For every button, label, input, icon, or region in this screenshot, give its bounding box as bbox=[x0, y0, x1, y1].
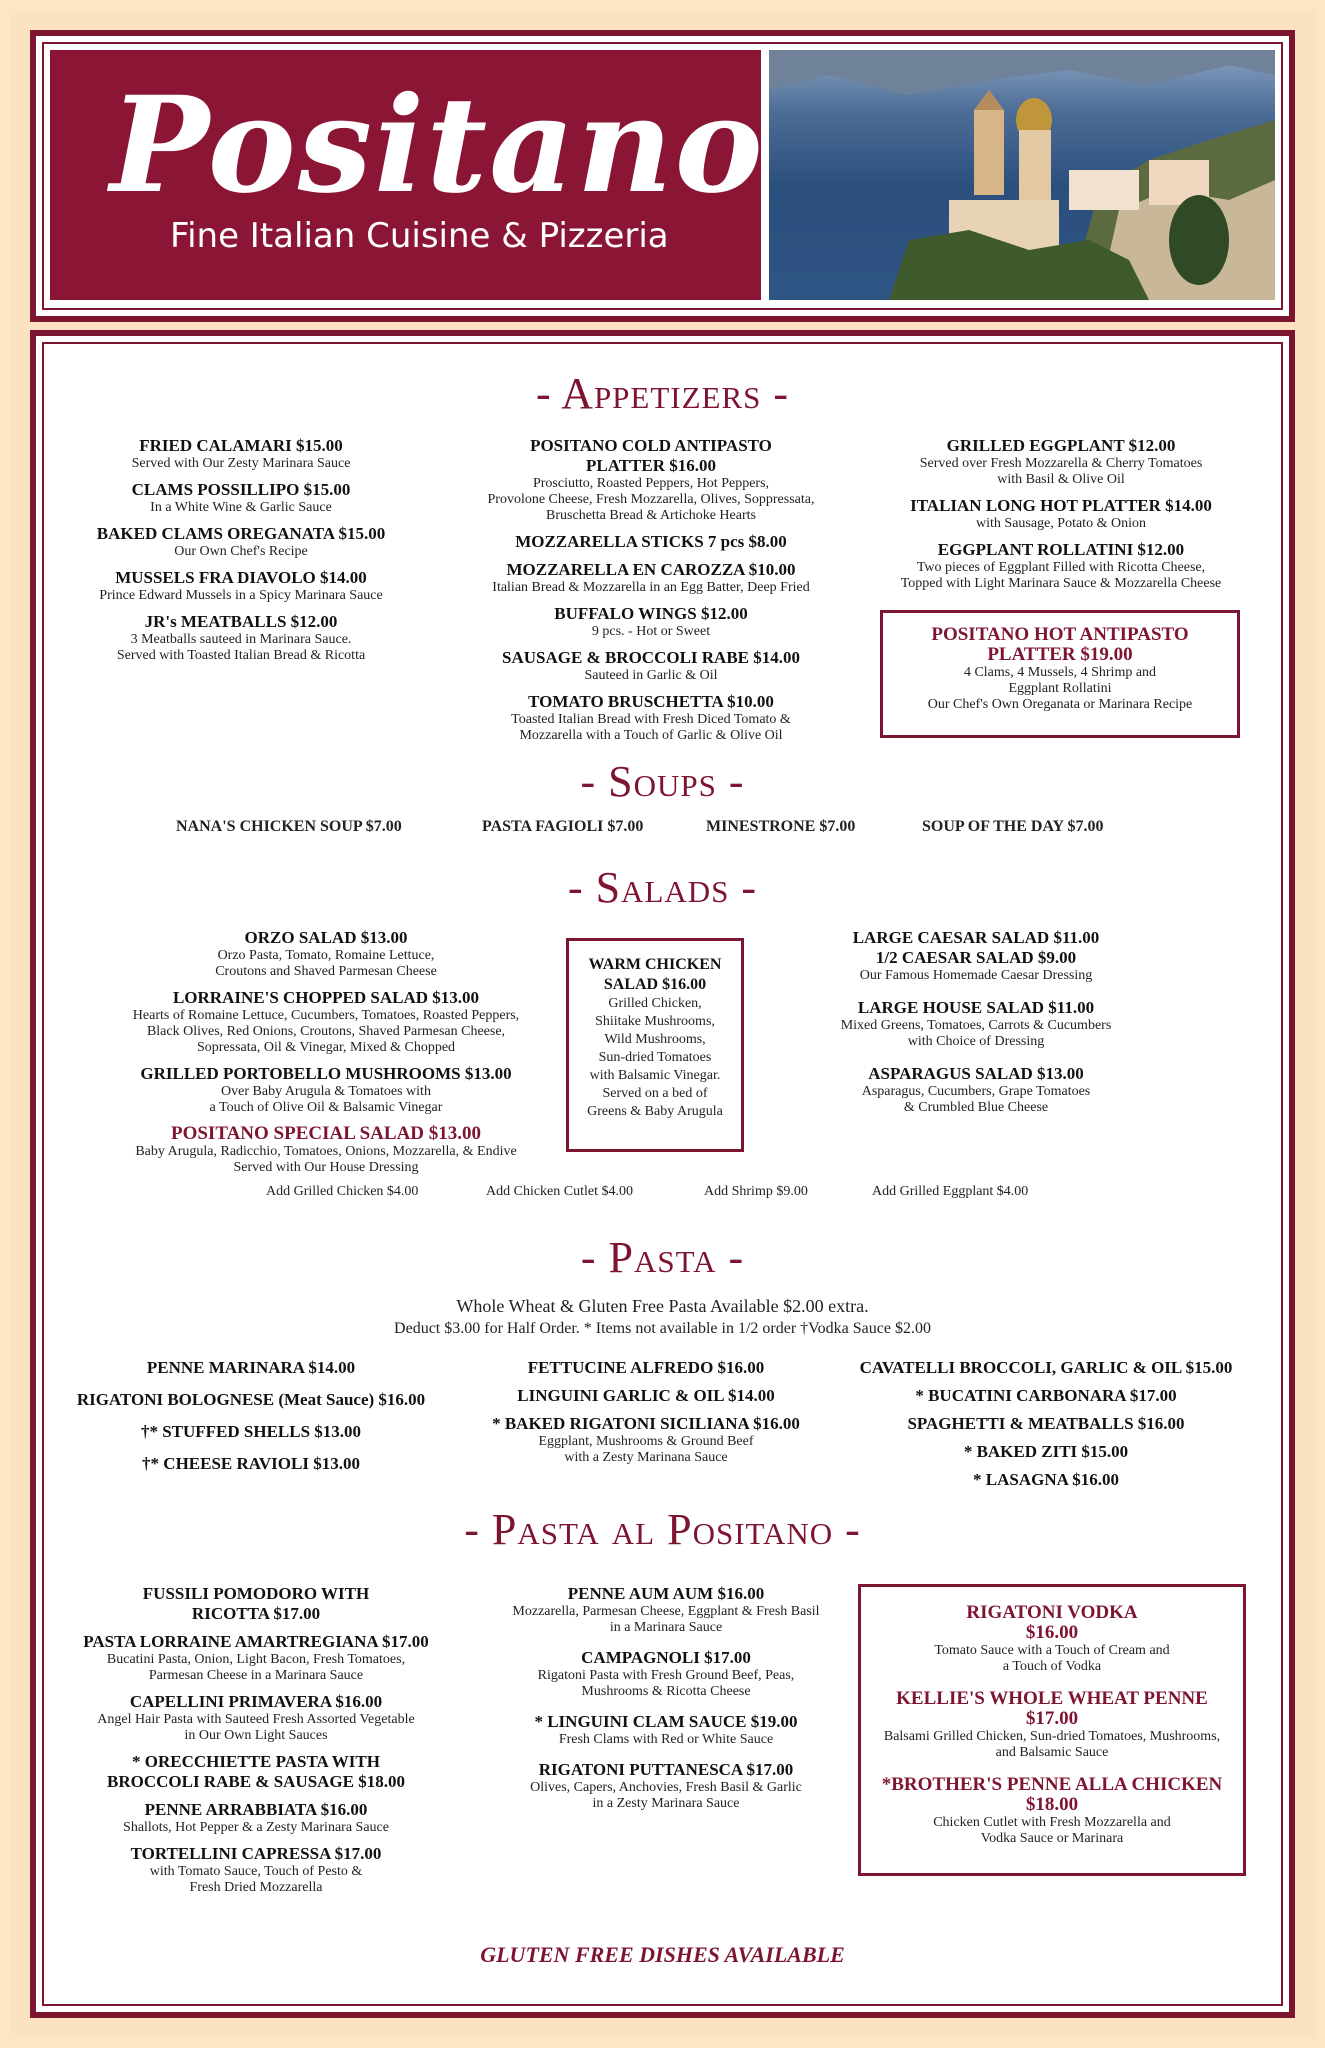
soups-heading: - Soups - bbox=[580, 757, 745, 806]
menu-item: RIGATONI VODKA $16.00 Tomato Sauce with a Touch of Cream and a Touch of Vodka bbox=[934, 1602, 1170, 1674]
soup-item: PASTA FAGIOLI $7.00 bbox=[482, 818, 644, 835]
menu-item: KELLIE'S WHOLE WHEAT PENNE $17.00 Balsami Grilled Chicken, Sun-dried Tomatoes, Mushrooms, and Balsamic Sauce bbox=[883, 1688, 1221, 1760]
menu-item: CAPELLINI PRIMAVERA $16.00 Angel Hair Pasta with Sauteed Fresh Assorted Vegetable in Our Own Light Sauces bbox=[97, 1692, 415, 1743]
pasta-column-1 bbox=[76, 1358, 426, 1474]
pasta-column-3 bbox=[846, 1358, 1246, 1490]
menu-item: GRILLED PORTOBELLO MUSHROOMS $13.00 Over Baby Arugula & Tomatoes with a Touch of Olive Oil & Balsamic Vinegar bbox=[140, 1064, 512, 1115]
salads-heading: - Salads - bbox=[567, 863, 758, 912]
menu-item: PENNE AUM AUM $16.00 Mozzarella, Parmesan Cheese, Eggplant & Fresh Basil in a Marinara Sauce bbox=[512, 1584, 820, 1635]
menu-item: BUFFALO WINGS $12.00 9 pcs. - Hot or Sweet bbox=[554, 604, 748, 639]
menu-item: PENNE MARINARA $14.00 bbox=[146, 1358, 356, 1377]
menu-item: *BROTHER'S PENNE ALLA CHICKEN $18.00 Chicken Cutlet with Fresh Mozzarella and Vodka Sauce or Marinara bbox=[881, 1774, 1223, 1846]
menu-item: CAVATELLI BROCCOLI, GARLIC & OIL $15.00 bbox=[859, 1358, 1233, 1377]
pasta-column-2 bbox=[476, 1358, 816, 1474]
menu-item: PENNE ARRABBIATA $16.00 Shallots, Hot Pepper & a Zesty Marinara Sauce bbox=[123, 1800, 389, 1835]
pasta-heading: - Pasta - bbox=[580, 1233, 745, 1282]
positano-coast-photo bbox=[769, 50, 1275, 300]
menu-item: * BUCATINI CARBONARA $17.00 bbox=[915, 1386, 1177, 1405]
menu-item: ASPARAGUS SALAD $13.00 Asparagus, Cucumbers, Grape Tomatoes & Crumbled Blue Cheese bbox=[861, 1064, 1091, 1115]
menu-item: EGGPLANT ROLLATINI $12.00 Two pieces of Eggplant Filled with Ricotta Cheese, Topped with Light Marinara Sauce & Mozzarella Cheese bbox=[900, 540, 1222, 591]
salad-addon: Add Grilled Eggplant $4.00 bbox=[872, 1184, 1029, 1199]
salads-column-3 bbox=[786, 928, 1166, 1124]
menu-item: * ORECCHIETTE PASTA WITH BROCCOLI RABE & SAUSAGE $18.00 bbox=[106, 1752, 405, 1791]
menu-item: SAUSAGE & BROCCOLI RABE $14.00 Sauteed in Garlic & Oil bbox=[501, 648, 800, 683]
warm-chicken-salad-box: WARM CHICKEN SALAD $16.00 Grilled Chicken, Shiitake Mushrooms, Wild Mushrooms, Sun-dried Tomatoes with Balsamic Vinegar. Served on a bed of Greens & Baby Arugula bbox=[566, 938, 744, 1152]
menu-item: JR's MEATBALLS $12.00 3 Meatballs sauteed in Marinara Sauce. Served with Toasted Italian Bread & Ricotta bbox=[116, 612, 366, 663]
menu-item: TOMATO BRUSCHETTA $10.00 Toasted Italian Bread with Fresh Diced Tomato & Mozzarella with a Touch of Garlic & Olive Oil bbox=[511, 692, 791, 743]
brand-panel bbox=[50, 50, 765, 300]
salad-addon: Add Chicken Cutlet $4.00 bbox=[486, 1184, 633, 1199]
menu-item: †* STUFFED SHELLS $13.00 bbox=[140, 1422, 362, 1441]
pasta-al-positano-heading: - Pasta al Positano - bbox=[464, 1505, 861, 1554]
gluten-free-note: GLUTEN FREE DISHES AVAILABLE bbox=[480, 1942, 845, 1967]
salad-addon: Add Grilled Chicken $4.00 bbox=[266, 1184, 419, 1199]
menu-item: * LINGUINI CLAM SAUCE $19.00 Fresh Clams with Red or White Sauce bbox=[534, 1712, 798, 1747]
menu-item: FETTUCINE ALFREDO $16.00 bbox=[527, 1358, 765, 1377]
menu-item: TORTELLINI CAPRESSA $17.00 with Tomato Sauce, Touch of Pesto & Fresh Dried Mozzarella bbox=[130, 1844, 382, 1895]
pasta-note: Deduct $3.00 for Half Order. * Items not available in 1/2 order †Vodka Sauce $2.00 bbox=[394, 1320, 931, 1337]
hot-antipasto-special-box: POSITANO HOT ANTIPASTO PLATTER $19.00 4 Clams, 4 Mussels, 4 Shrimp and Eggplant Rollatini Our Chef's Own Oreganata or Marinara Recipe bbox=[880, 610, 1240, 738]
soup-item: MINESTRONE $7.00 bbox=[706, 818, 856, 835]
appetizers-column-1 bbox=[76, 436, 406, 672]
menu-item: LORRAINE'S CHOPPED SALAD $13.00 Hearts of Romaine Lettuce, Cucumbers, Tomatoes, Roasted Peppers, Black Olives, Red Onions, Croutons, Shaved Parmesan Cheese, Sopressata, Oil & Vinegar, Mixed & Chopped bbox=[132, 988, 520, 1055]
menu-item: * LASAGNA $16.00 bbox=[973, 1470, 1119, 1489]
menu-item: CAMPAGNOLI $17.00 Rigatoni Pasta with Fresh Ground Beef, Peas, Mushrooms & Ricotta Cheese bbox=[537, 1648, 795, 1699]
menu-item: MUSSELS FRA DIAVOLO $14.00 Prince Edward Mussels in a Spicy Marinara Sauce bbox=[99, 568, 383, 603]
menu-item: BAKED CLAMS OREGANATA $15.00 Our Own Chef's Recipe bbox=[96, 524, 386, 559]
pasta-specials-box bbox=[858, 1584, 1246, 1876]
menu-item: LINGUINI GARLIC & OIL $14.00 bbox=[517, 1386, 775, 1405]
restaurant-logo: Positano bbox=[110, 68, 765, 223]
menu-item: RIGATONI PUTTANESCA $17.00 Olives, Capers, Anchovies, Fresh Basil & Garlic in a Zesty Marinara Sauce bbox=[530, 1760, 802, 1811]
menu-item: LARGE CAESAR SALAD $11.00 1/2 CAESAR SALAD $9.00 Our Famous Homemade Caesar Dressing bbox=[852, 928, 1100, 983]
soup-item: NANA'S CHICKEN SOUP $7.00 bbox=[176, 818, 402, 835]
appetizers-column-3 bbox=[881, 436, 1241, 600]
menu-item: * BAKED RIGATONI SICILIANA $16.00 Eggplant, Mushrooms & Ground Beef with a Zesty Marinana Sauce bbox=[492, 1414, 800, 1465]
salad-addon: Add Shrimp $9.00 bbox=[704, 1184, 808, 1199]
menu-item: MOZZARELLA EN CAROZZA $10.00 Italian Bread & Mozzarella in an Egg Batter, Deep Fried bbox=[492, 560, 810, 595]
restaurant-tagline: Fine Italian Cuisine & Pizzeria bbox=[170, 216, 669, 256]
menu-item: POSITANO SPECIAL SALAD $13.00 Baby Arugula, Radicchio, Tomatoes, Onions, Mozzarella, & Endive Served with Our House Dressing bbox=[135, 1123, 517, 1175]
menu-item: POSITANO COLD ANTIPASTO PLATTER $16.00 Prosciutto, Roasted Peppers, Hot Peppers, Provolone Cheese, Fresh Mozzarella, Olives, Soppressata, Bruschetta Bread & Artichoke Hearts bbox=[487, 436, 815, 523]
menu-item: FUSSILI POMODORO WITH RICOTTA $17.00 bbox=[142, 1584, 370, 1623]
menu-item: SPAGHETTI & MEATBALLS $16.00 bbox=[907, 1414, 1185, 1433]
menu-item: CLAMS POSSILLIPO $15.00 In a White Wine & Garlic Sauce bbox=[131, 480, 351, 515]
salads-column-1 bbox=[116, 928, 536, 1184]
pasta-note: Whole Wheat & Gluten Free Pasta Available $2.00 extra. bbox=[456, 1296, 869, 1316]
soup-item: SOUP OF THE DAY $7.00 bbox=[922, 818, 1104, 835]
menu-item: LARGE HOUSE SALAD $11.00 Mixed Greens, Tomatoes, Carrots & Cucumbers with Choice of Dressing bbox=[840, 998, 1112, 1049]
menu-item: PASTA LORRAINE AMARTREGIANA $17.00 Bucatini Pasta, Onion, Light Bacon, Fresh Tomatoes, Parmesan Cheese in a Marinara Sauce bbox=[83, 1632, 429, 1683]
pasta-positano-column-2 bbox=[486, 1584, 846, 1820]
appetizers-column-2 bbox=[456, 436, 846, 752]
menu-item: GRILLED EGGPLANT $12.00 Served over Fresh Mozzarella & Cherry Tomatoes with Basil & Olive Oil bbox=[919, 436, 1203, 487]
menu-body bbox=[30, 330, 1295, 2018]
menu-item: * BAKED ZITI $15.00 bbox=[963, 1442, 1129, 1461]
menu-item: RIGATONI BOLOGNESE (Meat Sauce) $16.00 bbox=[76, 1390, 426, 1409]
menu-item: ITALIAN LONG HOT PLATTER $14.00 with Sausage, Potato & Onion bbox=[910, 496, 1212, 531]
menu-header bbox=[30, 30, 1295, 322]
menu-item: ORZO SALAD $13.00 Orzo Pasta, Tomato, Romaine Lettuce, Croutons and Shaved Parmesan Cheese bbox=[215, 928, 437, 979]
pasta-positano-column-1 bbox=[66, 1584, 446, 1904]
appetizers-heading: - Appetizers - bbox=[535, 369, 790, 418]
menu-item: FRIED CALAMARI $15.00 Served with Our Zesty Marinara Sauce bbox=[131, 436, 351, 471]
coastline-illustration bbox=[769, 50, 1275, 300]
menu-item: MOZZARELLA STICKS 7 pcs $8.00 bbox=[515, 532, 787, 551]
menu-item: †* CHEESE RAVIOLI $13.00 bbox=[142, 1454, 360, 1473]
